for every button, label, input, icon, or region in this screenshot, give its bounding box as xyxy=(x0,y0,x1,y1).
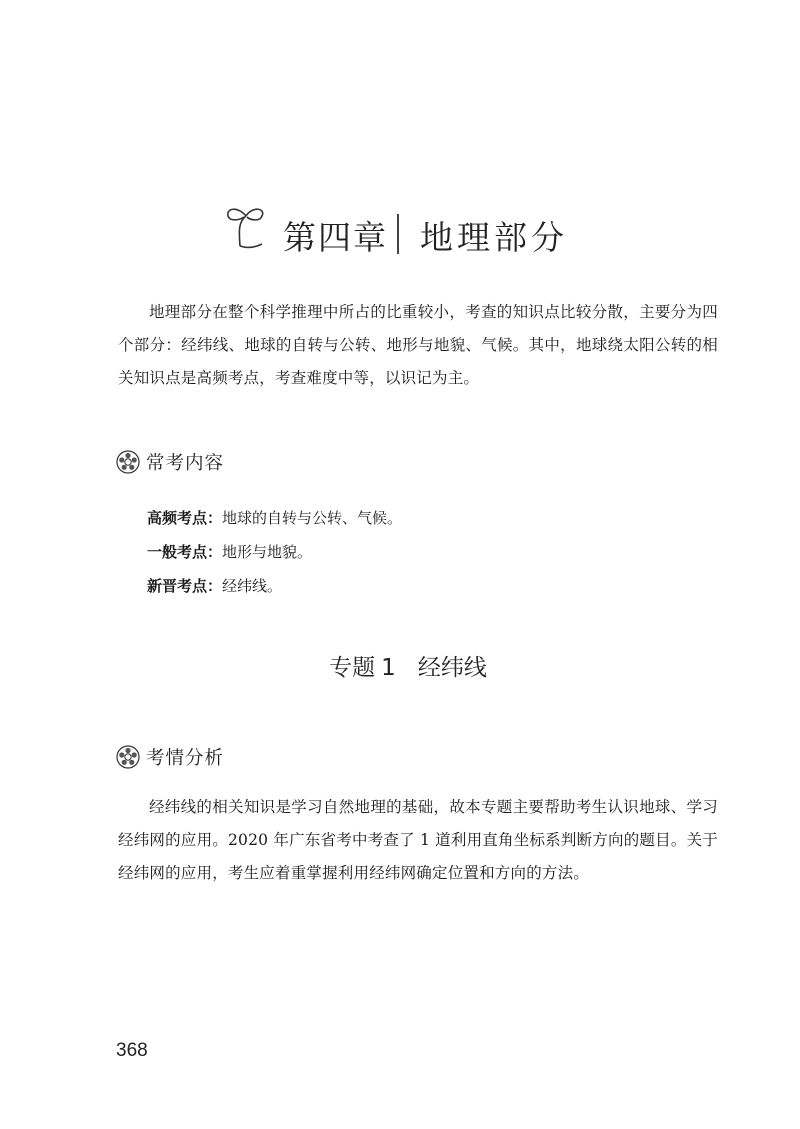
key-point-label: 高频考点： xyxy=(147,509,223,527)
key-point-label: 一般考点： xyxy=(147,543,223,561)
page-number: 368 xyxy=(116,1040,148,1061)
sprout-icon xyxy=(222,202,282,250)
topic-number: 1 xyxy=(381,655,396,681)
key-point-item xyxy=(147,542,312,562)
key-point-label: 新晋考点： xyxy=(147,577,223,595)
key-point-text: 地形与地貌。 xyxy=(222,543,313,561)
section-heading-text: 考情分析 xyxy=(146,748,225,769)
key-point-text: 地球的自转与公转、气候。 xyxy=(222,509,403,527)
flower-badge-icon xyxy=(116,745,140,769)
flower-badge-icon xyxy=(116,450,140,474)
chapter-separator xyxy=(397,214,399,254)
chapter-header xyxy=(0,200,800,270)
intro-paragraph: 地理部分在整个科学推理中所占的比重较小，考查的知识点比较分散，主要分为四个部分：经纬线、地球的自转与公转、地形与地貌、气候。其中，地球绕太阳公转的相关知识点是高频考点，考查难度中等，以识记为主。 xyxy=(118,303,718,387)
chapter-title: 地理部分 xyxy=(420,218,568,257)
key-point-text: 经纬线。 xyxy=(222,577,283,595)
section-heading-text: 常考内容 xyxy=(146,453,225,474)
chapter-number: 第四章 xyxy=(283,218,388,257)
key-point-item xyxy=(147,508,402,528)
section-heading-analysis xyxy=(116,743,224,771)
section-heading-common-content xyxy=(116,448,224,476)
key-point-item xyxy=(147,576,282,596)
topic-name: 经纬线 xyxy=(417,655,487,681)
topic-prefix: 专题 xyxy=(329,655,376,681)
analysis-paragraph: 经纬线的相关知识是学习自然地理的基础，故本专题主要帮助考生认识地球、学习经纬网的应用。2020 年广东省考中考查了 1 道利用直角坐标系判断方向的题目。关于经纬网的应用，考生应着重掌握利用经纬网确定位置和方向的方法。 xyxy=(118,798,718,882)
topic-title xyxy=(0,649,800,682)
